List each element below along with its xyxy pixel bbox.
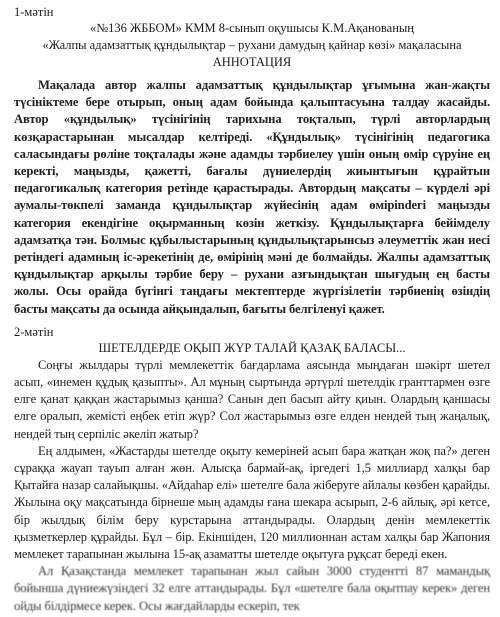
- text2-paragraph3: Ал Қазақстанда мемлекет тарапынан жыл сайын 3000 студентті 87 мамандық бойынша дүниежүзіндегі 32 елге аттандырады. Бұл «шетелге бала оқытпау керек» деген ойды білдірмесе керек. Осы жағдайларды ескеріп, тек: [14, 564, 490, 613]
- text1-paragraph: Мақалада автор жалпы адамзаттық құндылықтар ұғымына жан-жақты түсініктеме бере отырып, оның адам бойында қалыптасуына талдау жасайды. Автор «құндылық» түсінігінің тарихына тоқталып, түрлі авторлардың көзқарастарынан мысалдар келтіреді. «Құндылық» түсінігінің педагогика саласындағы рөліне тоқталады және адамды тәрбиелеу үшін оның өмір сүруіне ең керекті, маңызды, қажетті, бағалы дүниелердің жиынтығын құрайтын педагогикалық категория ретінде қарастырады. Автордың мақсаты – күрделі әрі аумалы-төкпелі заманда құндылықтар жүйесінің адам өмірindегі маңызды категория екендігіне оқырманның көзін жеткізу. Құндылықтарға бейімделу адамзатқа тән. Болмыс құбылыстарының құндылықтарынсыз әлеуметтік жан иесі ретіндегі адамның іс-әрекетінің де, өмірінің мәні де болмайды. Жалпы адамзаттық құндылықтар арқылы тәрбие беру – рухани азғындықтан шығудың ең басты жолы. Осы орайда бүгінгі таңдағы мектептерде жүргізілетін тәрбиенің өзіндің басты мақсаты да осында айқындалып, бағыты белгіленуі қажет.: [14, 78, 490, 316]
- text2-paragraph1: Соңғы жылдары түрлі мемлекеттік бағдарлама аясында мыңдаған шәкірт шетел асып, «инемен құдық қазыпты». Ал мұның сыртында әртүрлі шетелдік гранттармен өзге елге қанат қаққан жастарымыз қанша? Санын деп басып айту қиын. Олардың қаншасы елге оралып, жемісті еңбек етіп жүр? Сол жастарымыз өзге елден нендей тың жаңалық, нендей тың серпіліс әкеліп жатыр?: [14, 357, 490, 441]
- text1-annotation-title: АННОТАЦИЯ: [212, 55, 292, 69]
- text2-paragraph2: Ең алдымен, «Жастарды шетелде оқыту кемеріней асып бара жатқан жоқ па?» деген сұраққа жауап тауып алған жөн. Алысқа бармай-ақ, іргедегі 1,5 миллиард халқы бар Қытайға назар салайықшы. «Айдаһар елі» шетелге бала жіберуге айлалы көзбен қарайды. Жылына оқу мақсатында бірнеше мың адамды ғана шекара асырып, 2-6 айлық, әрі кетсе, бір жылдық білім беру курстарына аттандырады. Олардың денін мемлекеттік қызметкерлер құрайды. Бұл – бір. Екіншіден, 120 миллионнан астам халқы бар Жапония мемлекет тарапынан жылына 15-ақ азаматты шетелде оқытуға рұқсат береді екен.: [14, 443, 490, 562]
- text2-title: ШЕТЕЛДЕРДЕ ОҚЫП ЖҮР ТАЛАЙ ҚАЗАҚ БАЛАСЫ...: [98, 340, 406, 355]
- text1-header-line1: «№136 ЖББОМ» КММ 8-сынып оқушысы К.М.Ақанованың: [89, 21, 414, 35]
- text1-label: 1-мәтін: [14, 5, 54, 19]
- text1-header-line2: «Жалпы адамзаттық құндылықтар – рухани дамудың қайнар көзі» мақаласына: [42, 38, 462, 52]
- text2-label: 2-мәтін: [14, 324, 54, 339]
